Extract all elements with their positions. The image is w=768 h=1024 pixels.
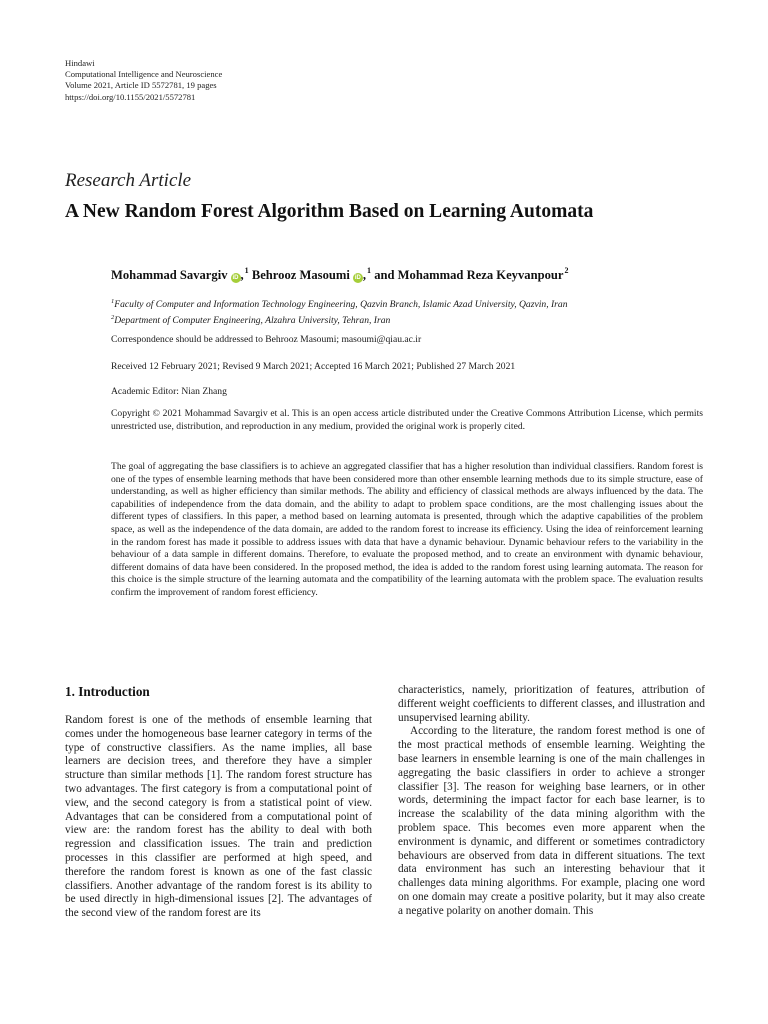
orcid-icon[interactable]: iD	[232, 275, 239, 281]
author-name: Mohammad Savargiv	[111, 268, 228, 282]
publisher-name: Hindawi	[65, 58, 95, 68]
affiliation-line	[111, 312, 703, 328]
affiliation-number: 1	[111, 298, 115, 305]
affiliation-line	[111, 296, 703, 312]
left-column	[65, 684, 372, 921]
correspondence: Correspondence should be addressed to Behrooz Masoumi; masoumi@qiau.ac.ir	[111, 334, 422, 345]
author-list: Mohammad Savargiv iD ,$^1$ Behrooz Masoumi iD ,$^1$ and Mohammad Reza Keyvanpour$^2$	[111, 266, 569, 282]
publication-info	[65, 58, 222, 103]
copyright-notice: Copyright © 2021 Mohammad Savargiv et al. This is an open access article distributed under the Creative Commons Attribution License, which permits unrestricted use, distribution, and reproduction in any medium, provided the original work is properly cited.	[111, 408, 703, 432]
author-name: Behrooz Masoumi	[251, 268, 350, 282]
doi-link[interactable]: https://doi.org/10.1155/2021/5572781	[65, 91, 196, 102]
orcid-icon[interactable]: iD	[354, 275, 361, 281]
right-column	[398, 684, 705, 919]
publication-dates: Received 12 February 2021; Revised 9 March 2021; Accepted 16 March 2021; Published 27 March 2021	[111, 361, 516, 372]
abstract: The goal of aggregating the base classifiers is to achieve an aggregated classifier that has a higher resolution than individual classifiers. Random forest is one of the types of ensemble learning methods that have been considered more than other ensemble learning methods due to its simple structure, ease of understanding, as well as higher efficiency than similar methods. The ability and efficiency of classical methods are always influenced by the data. The capabilities of independence from the data domain, and the ability to adapt to problem space conditions, are the most challenging issues about the different types of classifiers. In this paper, a method based on learning automata is presented, through which the adaptive capabilities of the problem space, as well as the independence of the data domain, are added to the random forest to increase its efficiency. Using the idea of reinforcement learning in the random forest has made it possible to address issues with data that have a dynamic behaviour. Dynamic behaviour refers to the variability in the behaviour of a data sample in different domains. Therefore, to evaluate the proposed method, and to create an environment with dynamic behaviour, different domains of data have been considered. In the proposed method, the idea is added to the random forest using learning automata. The reason for this choice is the simple structure of the learning automata and the compatibility of the learning automata with the problem space. The evaluation results confirm the improvement of random forest efficiency.	[111, 461, 703, 598]
body-paragraph: characteristics, namely, prioritization of features, attribution of different weight coefficients to different classes, and illustration and unsupervised learning ability.	[398, 684, 705, 724]
affiliation-text: Department of Computer Engineering, Alzahra University, Tehran, Iran	[114, 314, 391, 326]
affiliation-number: 2	[111, 313, 115, 321]
body-columns	[65, 684, 705, 1014]
affiliations	[111, 296, 703, 327]
paper-title: A New Random Forest Algorithm Based on Learning Automata	[65, 201, 594, 222]
author-affiliation-number: 2	[564, 266, 569, 275]
body-paragraph: Random forest is one of the methods of ensemble learning that comes under the homogeneous base learner category in terms of the type of constructive classifiers. As the name implies, all base learners are decision trees, and therefore they have a simpler structure than similar methods [1]. The random forest structure has two advantages. The first category is from a computational point of view, and the second category is from a statistical point of view. Advantages that can be considered from a computational point of view are: the random forest has the ability to deal with both regression and classification issues. The train and prediction processes in this classifier are performed at high speed, and therefore the random forest is known as one of the fast classic classifiers. Another advantage of the random forest is its ability to be used directly in high-dimensional issues [2]. The advantages of the second view of the random forest are its	[65, 714, 372, 920]
volume-info: Volume 2021, Article ID 5572781, 19 pages	[65, 80, 217, 91]
author-affiliation-number: 1	[367, 266, 372, 275]
academic-editor: Academic Editor: Nian Zhang	[111, 386, 227, 397]
journal-name: Computational Intelligence and Neuroscience	[65, 69, 223, 80]
article-type: Research Article	[65, 170, 192, 191]
section-heading: 1. Introduction	[65, 684, 150, 699]
body-paragraph: According to the literature, the random forest method is one of the most practical methods of ensemble learning. Weighting the base learners in ensemble learning is one of the main challenges in aggregating the basic classifiers in order to achieve a stronger classifier [3]. The reason for weighing base learners, or in other words, determining the impact factor for each base learner, is to increase the scalability of the data mining algorithm with the problem space. This becomes even more apparent when the environment is dynamic, and different or sometimes contradictory behaviours are observed from data in different situations. The text data environment has such an interesting behaviour that it challenges data mining algorithms. For example, placing one word on one domain may create a positive polarity, but it may also create a negative polarity on another domain. This	[398, 725, 705, 917]
author-affiliation-number: 1	[244, 266, 249, 275]
author-name: and Mohammad Reza Keyvanpour	[374, 268, 564, 282]
affiliation-text: Faculty of Computer and Information Technology Engineering, Qazvin Branch, Islamic Azad University, Qazvin, Iran	[114, 299, 568, 310]
